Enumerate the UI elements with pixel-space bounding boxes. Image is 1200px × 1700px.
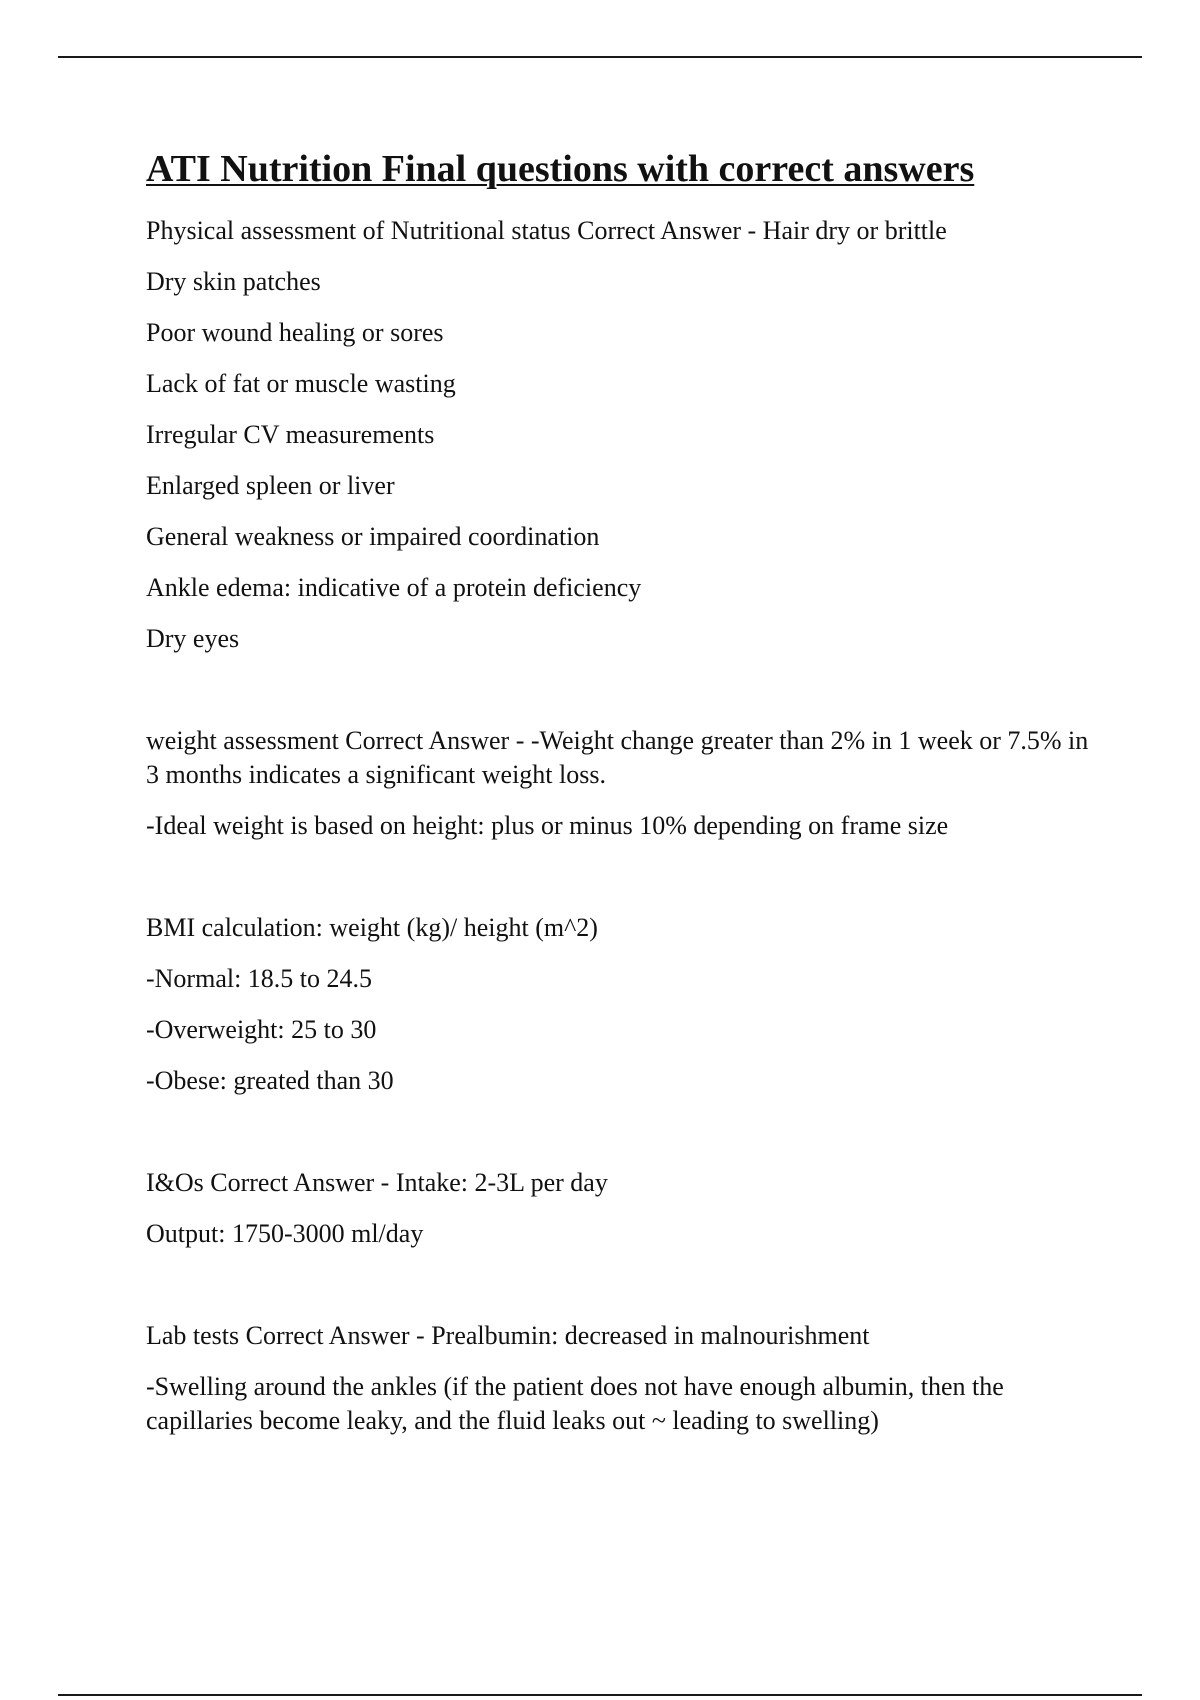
text-line: -Obese: greated than 30 — [146, 1066, 394, 1095]
text-line: I&Os Correct Answer - Intake: 2-3L per day — [146, 1168, 608, 1197]
text-line: Dry skin patches — [146, 267, 321, 296]
text-line: Lab tests Correct Answer - Prealbumin: decreased in malnourishment — [146, 1321, 870, 1350]
section-intake-output — [146, 1166, 1096, 1251]
text-line: weight assessment Correct Answer - -Weight change greater than 2% in 1 week or 7.5% in 3 months indicates a significant weight loss. — [146, 726, 1095, 789]
text-line: Ankle edema: indicative of a protein deficiency — [146, 573, 642, 602]
text-line: Dry eyes — [146, 624, 240, 653]
text-line: Irregular CV measurements — [146, 420, 435, 449]
text-line: Poor wound healing or sores — [146, 318, 444, 347]
document-title: ATI Nutrition Final questions with correct answers — [146, 148, 975, 190]
text-line: General weakness or impaired coordination — [146, 522, 600, 551]
text-line: Enlarged spleen or liver — [146, 471, 395, 500]
text-line: -Normal: 18.5 to 24.5 — [146, 964, 373, 993]
section-bmi-calculation — [146, 911, 1096, 1098]
section-weight-assessment — [146, 724, 1096, 843]
top-divider — [58, 56, 1142, 58]
text-line: Lack of fat or muscle wasting — [146, 369, 456, 398]
text-line: Output: 1750-3000 ml/day — [146, 1219, 424, 1248]
text-line: BMI calculation: weight (kg)/ height (m^2) — [146, 913, 598, 942]
section-lab-tests — [146, 1319, 1096, 1438]
text-line: -Swelling around the ankles (if the patient does not have enough albumin, then the capillaries become leaky, and the fluid leaks out ~ leading to swelling) — [146, 1372, 1011, 1435]
text-line: -Overweight: 25 to 30 — [146, 1015, 377, 1044]
text-line: Physical assessment of Nutritional status Correct Answer - Hair dry or brittle — [146, 216, 947, 245]
text-line: -Ideal weight is based on height: plus or minus 10% depending on frame size — [146, 811, 949, 840]
document-body — [146, 142, 1096, 1438]
section-physical-assessment — [146, 214, 1096, 656]
bottom-divider — [58, 1694, 1142, 1696]
